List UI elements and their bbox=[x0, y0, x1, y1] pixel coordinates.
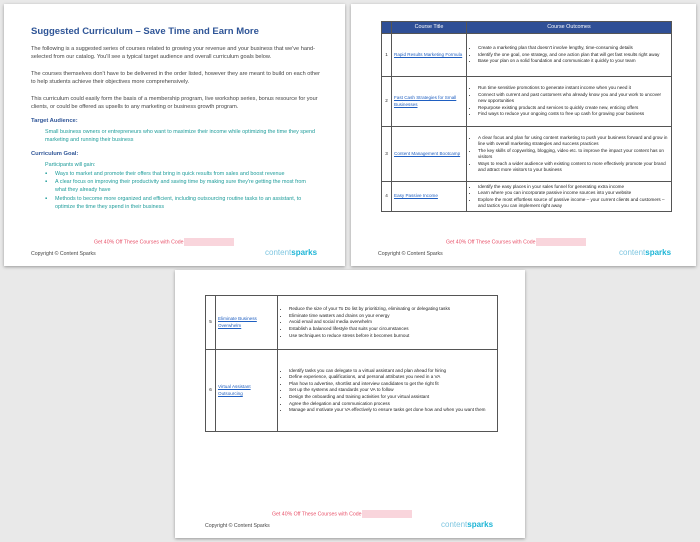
promo-code-box bbox=[362, 510, 412, 518]
outcome-item: • Eliminate time wasters and drains on your energy bbox=[289, 313, 495, 319]
table-row: 4 Easy Passive Income • Identify the easy places in your sales funnel for generating extra income • Learn where you can incorporate passive income sources into your website • Explore the most effortless source of passive income – your current clients and customers – and tactics you can implement right away bbox=[382, 182, 672, 212]
content-sparks-logo: contentsparks bbox=[619, 248, 672, 257]
header-num bbox=[382, 22, 392, 34]
copyright: Copyright © Content Sparks bbox=[378, 251, 443, 257]
outcome-item: • Design the onboarding and training activities for your virtual assistant bbox=[289, 394, 495, 400]
course-title-link[interactable]: Content Management Bootcamp bbox=[392, 127, 467, 182]
copyright: Copyright © Content Sparks bbox=[205, 523, 270, 529]
usage-paragraph: This curriculum could easily form the basis of a membership program, live workshop series, bonus resource for your clients, or could be offered as upsells to any marketing or business growth program. bbox=[31, 96, 318, 111]
document-page-1 bbox=[4, 4, 345, 266]
header-course-outcomes: Course Outcomes bbox=[467, 22, 672, 34]
promo-text: Get 40% Off These Courses with Code bbox=[94, 239, 184, 246]
outcome-item: • Connect with current and past customers who already know you and your work to uncover new opportunities bbox=[478, 92, 669, 104]
table-row: 5 Eliminate Business Overwhelm • Reduce the size of your To Do list by prioritizing, eliminating or delegating tasks • Eliminate time wasters and drains on your energy • Avoid email and social media overwhelm • Establish a balanced lifestyle that suits your circumstances • Use techniques to reduce stress before it becomes burnout bbox=[206, 296, 498, 350]
table-row: 2 Fast Cash Strategies for Small Businesses • Run time sensitive promotions to generate instant income when you need it • Connect with current and past customers who already know you and your work to uncover new opportunities • Repurpose existing products and services to quickly create new, enticing offers • Find ways to reduce your ongoing costs to free up cash for growing your business bbox=[382, 77, 672, 127]
outcome-item: • Plan how to advertise, shortlist and interview candidates to get the right fit bbox=[289, 381, 495, 387]
outcome-item: • Create a marketing plan that doesn't involve lengthy, time-consuming details bbox=[478, 45, 669, 51]
outcome-item: • Base your plan on a solid foundation and communicate it quickly to your team bbox=[478, 58, 669, 64]
outcome-item: • Learn where you can incorporate passive income sources into your website bbox=[478, 190, 669, 196]
goal-item: ▪ A clear focus on improving their productivity and saving time by making sure they're getting the most from what they already have bbox=[45, 178, 317, 194]
outcome-item: • Reduce the size of your To Do list by prioritizing, eliminating or delegating tasks bbox=[289, 306, 495, 312]
outcome-item: • Define experience, qualifications, and personal attributes you need in a VA bbox=[289, 374, 495, 380]
target-audience-heading: Target Audience: bbox=[31, 118, 78, 124]
promo-line bbox=[272, 510, 412, 518]
promo-line bbox=[94, 238, 234, 246]
outcome-item: • Identify the one goal, one strategy, and one action plan that will get fast results right away bbox=[478, 52, 669, 58]
course-title-link[interactable]: Rapid Results Marketing Formula bbox=[392, 34, 467, 77]
content-sparks-logo: contentsparks bbox=[441, 520, 494, 529]
outcome-item: • Avoid email and social media overwhelm bbox=[289, 319, 495, 325]
course-outcomes-table-continued bbox=[205, 295, 498, 432]
outcome-item: • Use techniques to reduce stress before it becomes burnout bbox=[289, 333, 495, 339]
course-title-link[interactable]: Fast Cash Strategies for Small Businesses bbox=[392, 77, 467, 127]
goal-intro: Participants will gain: bbox=[45, 162, 96, 168]
page-title: Suggested Curriculum – Save Time and Earn More bbox=[31, 26, 259, 37]
copyright: Copyright © Content Sparks bbox=[31, 251, 96, 257]
course-outcomes-table bbox=[381, 21, 672, 212]
document-page-2 bbox=[351, 4, 696, 266]
outcome-item: • Establish a balanced lifestyle that suits your circumstances bbox=[289, 326, 495, 332]
content-sparks-logo: contentsparks bbox=[265, 248, 318, 257]
outcome-item: • Identify tasks you can delegate to a virtual assistant and plan ahead for hiring bbox=[289, 368, 495, 374]
table-row: 6 Virtual Assistant Outsourcing • Identify tasks you can delegate to a virtual assistant and plan ahead for hiring • Define experience, qualifications, and personal attributes you need in a VA • Plan how to advertise, shortlist and interview candidates to get the right fit • Set up the systems and standards your VA to follow • Design the onboarding and training activities for your virtual assistant • Agree the delegation and communication process • Manage and motivate your VA effectively to ensure tasks get done how and when you want them bbox=[206, 350, 498, 432]
order-paragraph: The courses themselves don't have to be delivered in the order listed, however they are meant to build on each other to help students achieve their objectives more comprehensively. bbox=[31, 71, 321, 86]
document-page-3 bbox=[175, 270, 525, 538]
promo-code-box bbox=[536, 238, 586, 246]
target-audience-text: Small business owners or entrepreneurs who want to maximize their income while optimizing the time they spend marketing and running their business bbox=[45, 129, 315, 144]
goal-item: ▪ Methods to become more organized and efficient, including outsourcing routine tasks to an assistant, to optimize the time they spend in their business bbox=[45, 195, 317, 211]
outcome-item: • Find ways to reduce your ongoing costs to free up cash for growing your business bbox=[478, 111, 669, 117]
course-title-link[interactable]: Eliminate Business Overwhelm bbox=[216, 296, 278, 350]
table-row: 3 Content Management Bootcamp • A clear focus and plan for using content marketing to push your business forward and grow in line with overall marketing strategies and success practices • The key skills of copywriting, blogging, video etc. to improve the impact your content has on visitors • Ways to reach a wider audience with existing content to more effectively promote your brand and attract more visitors to your business bbox=[382, 127, 672, 182]
outcome-item: • The key skills of copywriting, blogging, video etc. to improve the impact your content has on visitors bbox=[478, 148, 669, 160]
outcome-item: • Agree the delegation and communication process bbox=[289, 401, 495, 407]
outcome-item: • A clear focus and plan for using content marketing to push your business forward and grow in line with overall marketing strategies and success practices bbox=[478, 135, 669, 147]
outcome-item: • Identify the easy places in your sales funnel for generating extra income bbox=[478, 184, 669, 190]
table-row: 1 Rapid Results Marketing Formula • Create a marketing plan that doesn't involve lengthy, time-consuming details • Identify the one goal, one strategy, and one action plan that will get fast results right away • Base your plan on a solid foundation and communicate it quickly to your team bbox=[382, 34, 672, 77]
promo-text: Get 40% Off These Courses with Code bbox=[446, 239, 536, 246]
promo-line bbox=[446, 238, 586, 246]
outcome-item: • Run time sensitive promotions to generate instant income when you need it bbox=[478, 85, 669, 91]
header-course-title: Course Title bbox=[392, 22, 467, 34]
intro-paragraph: The following is a suggested series of courses related to growing your revenue and your business that we've hand-selected from our catalog. You'll see a typical target audience and overall curriculum goals below. bbox=[31, 46, 316, 61]
outcome-item: • Set up the systems and standards your VA to follow bbox=[289, 387, 495, 393]
outcome-item: • Explore the most effortless source of passive income – your current clients and customers – and tactics you can implement right away bbox=[478, 197, 669, 209]
outcome-item: • Manage and motivate your VA effectively to ensure tasks get done how and when you want them bbox=[289, 407, 495, 413]
goal-list bbox=[45, 170, 317, 211]
goal-item: ▪ Ways to market and promote their offers that bring in quick results from sales and boost revenue bbox=[45, 170, 317, 178]
course-title-link[interactable]: Easy Passive Income bbox=[392, 182, 467, 212]
outcome-item: • Repurpose existing products and services to quickly create new, enticing offers bbox=[478, 105, 669, 111]
promo-code-box bbox=[184, 238, 234, 246]
curriculum-goal-heading: Curriculum Goal: bbox=[31, 151, 79, 157]
course-title-link[interactable]: Virtual Assistant Outsourcing bbox=[216, 350, 278, 432]
outcome-item: • Ways to reach a wider audience with existing content to more effectively promote your brand and attract more visitors to your business bbox=[478, 161, 669, 173]
promo-text: Get 40% Off These Courses with Code bbox=[272, 511, 362, 518]
